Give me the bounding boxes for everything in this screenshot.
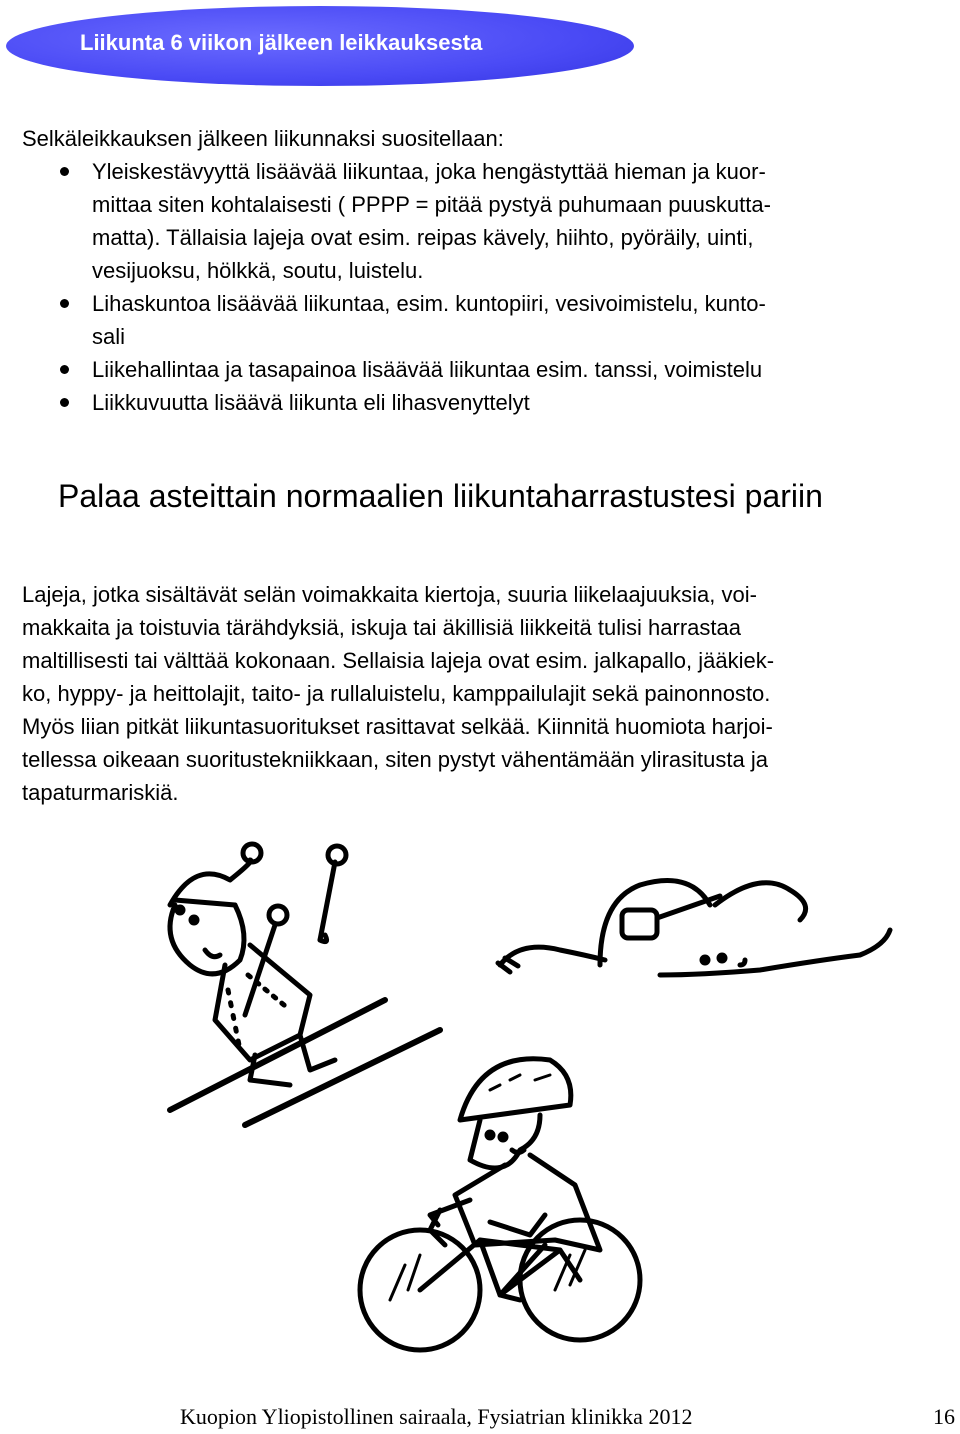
list-item-line: matta). Tällaisia lajeja ovat esim. reipas kävely, hiihto, pyöräily, uinti, [92, 225, 754, 250]
list-item-line: Yleiskestävyyttä lisäävää liikuntaa, joka hengästyttää hieman ja kuor- [92, 159, 766, 184]
list-item-line: sali [92, 324, 126, 349]
cyclist-clipart [360, 1059, 640, 1350]
list-item-line: Liikkuvuutta lisäävä liikunta eli lihasvenyttelyt [92, 390, 530, 415]
intro-text: Selkäleikkauksen jälkeen liikunnaksi suositellaan: [22, 126, 504, 151]
section-headline: Palaa asteittain normaalien liikuntaharrastustesi pariin [58, 478, 823, 514]
page-number: 16 [933, 1404, 955, 1429]
page-title: Liikunta 6 viikon jälkeen leikkauksesta [80, 30, 483, 55]
paragraph-line: makkaita ja toistuvia tärähdyksiä, iskuja tai äkillisiä liikkeitä tulisi harrastaa [22, 615, 741, 640]
swimmer-clipart [498, 881, 890, 976]
paragraph-line: Lajeja, jotka sisältävät selän voimakkaita kiertoja, suuria liikelaajuuksia, voi- [22, 582, 757, 607]
paragraph-line: ko, hyppy- ja heittolajit, taito- ja rullaluistelu, kamppailulajit sekä painonnosto. [22, 681, 771, 706]
footer-text: Kuopion Yliopistollinen sairaala, Fysiatrian klinikka 2012 [180, 1404, 693, 1429]
paragraph-line: tapaturmariskiä. [22, 780, 179, 805]
paragraph-line: maltillisesti tai välttää kokonaan. Sellaisia lajeja ovat esim. jalkapallo, jääkiek- [22, 648, 775, 673]
skier-clipart [170, 844, 440, 1125]
list-item-line: vesijuoksu, hölkkä, soutu, luistelu. [92, 258, 424, 283]
list-item-line: Liikehallintaa ja tasapainoa lisäävää liikuntaa esim. tanssi, voimistelu [92, 357, 763, 382]
list-item-line: Lihaskuntoa lisäävää liikuntaa, esim. kuntopiiri, vesivoimistelu, kunto- [92, 291, 766, 316]
paragraph-line: tellessa oikeaan suoritustekniikkaan, siten pystyt vähentämään ylirasitusta ja [22, 747, 768, 772]
list-item-line: mittaa siten kohtalaisesti ( PPPP = pitää pystyä puhumaan puuskutta- [92, 192, 771, 217]
paragraph-line: Myös liian pitkät liikuntasuoritukset rasittavat selkää. Kiinnitä huomiota harjoi- [22, 714, 773, 739]
